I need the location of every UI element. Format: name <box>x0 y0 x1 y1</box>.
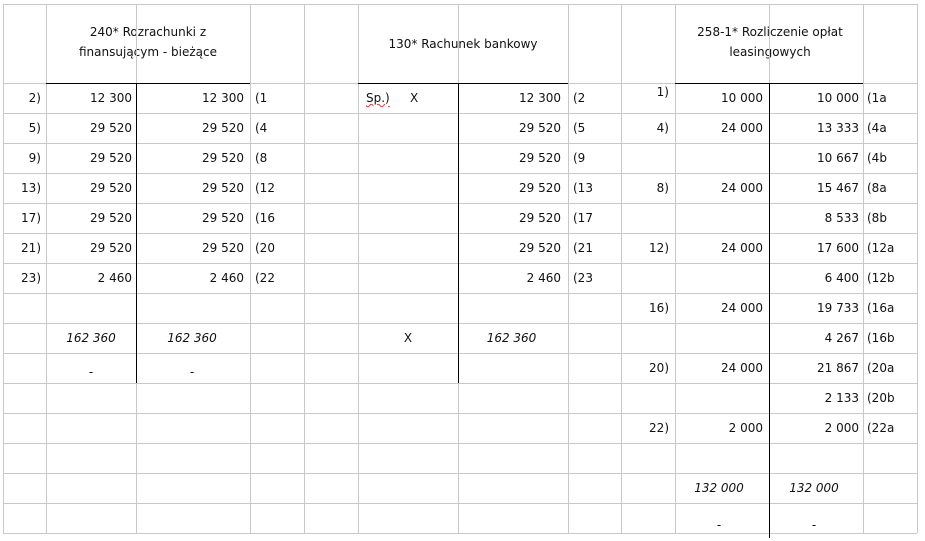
acc130-credit-cell: 29 520 <box>519 181 561 195</box>
acc258-credit-cell: 4 267 <box>824 331 859 345</box>
acc240-credit-cell: 12 300 <box>202 91 244 105</box>
entry-ref-cell: 5) <box>28 121 41 135</box>
acc258-debit-cell: 2 000 <box>728 421 763 435</box>
account-258-title-line2: leasingowych <box>729 45 811 59</box>
acc130-credit-cell: 29 520 <box>519 121 561 135</box>
acc130-credit-cell: 29 520 <box>519 151 561 165</box>
acc258-credit-cell: 2 000 <box>824 421 859 435</box>
acc130-ref-cell: (23 <box>573 271 593 285</box>
acc130-credit-cell: 29 520 <box>519 211 561 225</box>
acc258-debit-cell: 10 000 <box>721 91 763 105</box>
acc258-ref-cell: (8a <box>867 181 887 195</box>
acc258-debit-cell: 24 000 <box>721 301 763 315</box>
acc130-debit-cell: X <box>403 331 413 345</box>
acc240-debit-cell: 29 520 <box>90 151 132 165</box>
account-240-split-line <box>136 83 137 383</box>
acc240-debit-cell: 29 520 <box>90 211 132 225</box>
acc258-ref-cell: (12b <box>867 271 895 285</box>
acc258-debit-cell: 24 000 <box>721 181 763 195</box>
entry-ref-cell: 13) <box>21 181 41 195</box>
acc240-credit-cell: 29 520 <box>202 151 244 165</box>
account-130-title-line1: 130* Rachunek bankowy <box>388 37 538 51</box>
acc258-credit-cell: 2 133 <box>824 391 859 405</box>
acc130-credit-cell: 12 300 <box>519 91 561 105</box>
acc240-ref-cell: (20 <box>255 241 275 255</box>
acc258-ref-debit-cell: 16) <box>649 301 669 315</box>
acc258-credit-cell: 15 467 <box>817 181 859 195</box>
acc240-credit-cell: 29 520 <box>202 181 244 195</box>
acc258-debit-cell: 24 000 <box>721 361 763 375</box>
acc240-debit-cell: 2 460 <box>97 271 132 285</box>
entry-ref-cell: 17) <box>21 211 41 225</box>
acc258-ref-debit-cell: 1) <box>656 85 669 99</box>
acc240-ref-cell: (12 <box>255 181 275 195</box>
acc258-ref-cell: (8b <box>867 211 887 225</box>
acc130-ref-cell: (5 <box>573 121 586 135</box>
account-258-title <box>675 22 865 62</box>
acc240-debit-cell: 29 520 <box>90 241 132 255</box>
account-240-title-line1: 240* Rozrachunki z <box>89 25 207 39</box>
acc130-ref-cell: (21 <box>573 241 593 255</box>
acc240-credit-cell: 29 520 <box>202 241 244 255</box>
acc258-ref-cell: (4b <box>867 151 887 165</box>
acc130-credit-cell: 29 520 <box>519 241 561 255</box>
acc258-debit-cell: - <box>716 518 722 532</box>
entry-ref-cell: 21) <box>21 241 41 255</box>
acc240-ref-cell: (8 <box>255 151 268 165</box>
grid-row-line <box>3 4 917 5</box>
acc240-credit-cell: 162 360 <box>167 331 217 345</box>
acc258-ref-cell: (20b <box>867 391 895 405</box>
acc258-ref-debit-cell: 20) <box>649 361 669 375</box>
acc130-opening-cell: Sp.) <box>366 91 390 105</box>
acc240-ref-cell: (22 <box>255 271 275 285</box>
account-130-split-line <box>458 83 459 383</box>
acc240-debit-cell: 29 520 <box>90 121 132 135</box>
acc258-credit-cell: 132 000 <box>789 481 839 495</box>
acc258-ref-cell: (16b <box>867 331 895 345</box>
acc240-debit-cell: 162 360 <box>66 331 116 345</box>
acc258-ref-cell: (1a <box>867 91 887 105</box>
acc258-debit-cell: 132 000 <box>694 481 744 495</box>
acc258-ref-debit-cell: 22) <box>649 421 669 435</box>
account-130-title <box>358 34 568 54</box>
acc258-ref-cell: (16a <box>867 301 895 315</box>
account-240-title <box>46 22 250 62</box>
acc240-credit-cell: - <box>189 365 195 379</box>
entry-ref-cell: 23) <box>21 271 41 285</box>
acc240-debit-cell: 29 520 <box>90 181 132 195</box>
acc240-debit-cell: 12 300 <box>90 91 132 105</box>
acc258-ref-cell: (12a <box>867 241 895 255</box>
acc258-credit-cell: 17 600 <box>817 241 859 255</box>
account-258-title-line1: 258-1* Rozliczenie opłat <box>697 25 843 39</box>
acc240-credit-cell: 29 520 <box>202 211 244 225</box>
acc258-ref-cell: (4a <box>867 121 887 135</box>
grid-row-line <box>3 443 917 444</box>
acc258-credit-cell: 8 533 <box>824 211 859 225</box>
acc130-ref-cell: (9 <box>573 151 586 165</box>
acc258-credit-cell: 21 867 <box>817 361 859 375</box>
acc130-ref-cell: (13 <box>573 181 593 195</box>
acc240-credit-cell: 29 520 <box>202 121 244 135</box>
acc258-ref-cell: (20a <box>867 361 895 375</box>
grid-row-line <box>3 503 917 504</box>
acc258-credit-cell: 10 000 <box>817 91 859 105</box>
acc240-debit-cell: - <box>88 365 94 379</box>
entry-ref-cell: 9) <box>28 151 41 165</box>
acc258-ref-debit-cell: 4) <box>656 121 669 135</box>
acc258-ref-debit-cell: 8) <box>656 181 669 195</box>
acc130-credit-cell: 2 460 <box>526 271 561 285</box>
acc258-credit-cell: 19 733 <box>817 301 859 315</box>
grid-column-line <box>917 4 918 533</box>
acc258-ref-cell: (22a <box>867 421 895 435</box>
acc130-debit-cell: X <box>410 91 419 105</box>
acc258-debit-cell: 24 000 <box>721 241 763 255</box>
acc240-ref-cell: (16 <box>255 211 275 225</box>
acc258-debit-cell: 24 000 <box>721 121 763 135</box>
account-240-title-line2: finansującym - bieżące <box>79 45 217 59</box>
acc240-ref-cell: (1 <box>255 91 268 105</box>
acc240-ref-cell: (4 <box>255 121 268 135</box>
acc258-credit-cell: 10 667 <box>817 151 859 165</box>
acc130-ref-cell: (2 <box>573 91 586 105</box>
acc130-ref-cell: (17 <box>573 211 593 225</box>
acc258-credit-cell: 6 400 <box>824 271 859 285</box>
entry-ref-cell: 2) <box>28 91 41 105</box>
acc258-credit-cell: 13 333 <box>817 121 859 135</box>
acc240-credit-cell: 2 460 <box>209 271 244 285</box>
acc258-credit-cell: - <box>811 518 817 532</box>
acc130-credit-cell: 162 360 <box>486 331 537 345</box>
acc258-ref-debit-cell: 12) <box>649 241 669 255</box>
